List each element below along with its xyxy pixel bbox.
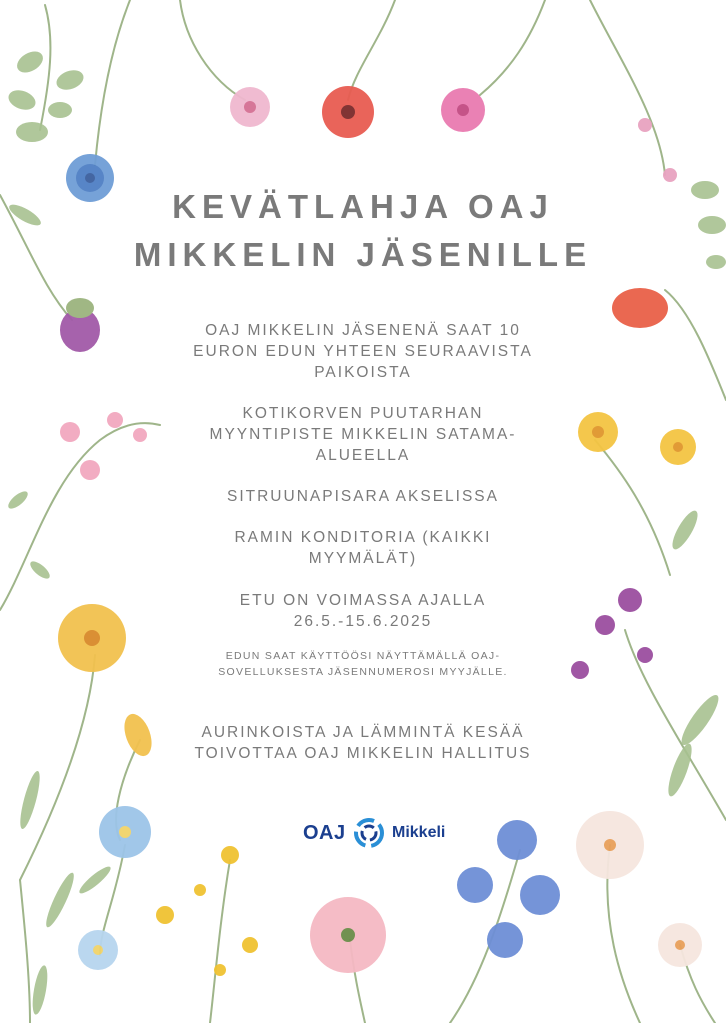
- small-pink-flowers: [638, 118, 677, 182]
- place-2-line-1: SITRUUNAPISARA AKSELISSA: [227, 488, 499, 505]
- greeting-line-2: TOIVOTTAA OAJ MIKKELIN HALLITUS: [194, 745, 532, 762]
- stem: [210, 860, 230, 1023]
- logo-org-text: OAJ: [303, 822, 346, 844]
- validity-dates: 26.5.-15.6.2025: [293, 613, 433, 630]
- stem: [595, 440, 670, 575]
- yellow-buttercup: [578, 412, 618, 452]
- stem: [665, 290, 726, 400]
- red-poppy: [322, 86, 374, 138]
- intro-line-1: OAJ MIKKELIN JÄSENENÄ SAAT 10: [205, 322, 521, 339]
- purple-thistle: [60, 298, 100, 352]
- pink-flower: [230, 87, 270, 127]
- blue-forget-me-not: [78, 930, 118, 970]
- pink-poppy: [310, 897, 386, 973]
- intro-line-3: PAIKOISTA: [314, 364, 412, 381]
- heading-line-1: KEVÄTLAHJA OAJ: [172, 188, 554, 225]
- instructions-line-1: EDUN SAAT KÄYTTÖÖSI NÄYTTÄMÄLLÄ OAJ-: [225, 650, 501, 662]
- stem: [348, 0, 395, 100]
- stem: [480, 0, 545, 95]
- magenta-flower: [441, 88, 485, 132]
- leaf: [42, 870, 78, 929]
- place-3-line-2: MYYMÄLÄT): [308, 550, 418, 567]
- heading-line-2: MIKKELIN JÄSENILLE: [133, 236, 593, 273]
- yellow-buttercup: [660, 429, 696, 465]
- place-1-line-1: KOTIKORVEN PUUTARHAN: [242, 405, 484, 422]
- white-daisy: [576, 811, 644, 879]
- place-3-line-1: RAMIN KONDITORIA (KAIKKI: [234, 529, 492, 546]
- leaf: [16, 769, 43, 830]
- stem: [590, 0, 665, 175]
- leaf: [664, 741, 696, 798]
- leaf: [668, 507, 702, 552]
- leaf: [28, 558, 53, 581]
- stem: [20, 880, 30, 1023]
- leaf: [13, 47, 46, 77]
- greeting-line-1: AURINKOISTA JA LÄMMINTÄ KESÄÄ: [201, 724, 525, 741]
- leaf: [6, 488, 31, 511]
- leaf: [48, 102, 72, 118]
- orange-poppy: [612, 288, 668, 328]
- intro-line-2: EURON EDUN YHTEEN SEURAAVISTA: [193, 343, 533, 360]
- stem: [180, 0, 245, 100]
- leaf: [30, 964, 51, 1015]
- blue-forget-me-not: [99, 806, 151, 858]
- white-daisy: [658, 923, 702, 967]
- yellow-wildflowers: [156, 846, 258, 976]
- leaf: [16, 122, 48, 142]
- yellow-daisy: [58, 604, 126, 672]
- leaf: [6, 87, 38, 113]
- leaf: [676, 691, 724, 749]
- stem: [20, 655, 95, 880]
- logo-city-text: Mikkeli: [392, 824, 446, 841]
- instructions-line-2: SOVELLUKSESTA JÄSENNUMEROSI MYYJÄLLE.: [218, 666, 508, 678]
- stem: [95, 0, 130, 165]
- place-1-line-3: ALUEELLA: [315, 447, 411, 464]
- leaf: [76, 863, 113, 896]
- stem: [0, 423, 160, 610]
- leaf: [54, 67, 86, 93]
- oaj-mikkeli-logo: [300, 816, 460, 852]
- oaj-swirl-icon: [352, 816, 386, 850]
- validity-line-1: ETU ON VOIMASSA AJALLA: [239, 592, 487, 609]
- place-1-line-2: MYYNTIPISTE MIKKELIN SATAMA-: [209, 426, 517, 443]
- purple-thistles-right: [571, 588, 653, 679]
